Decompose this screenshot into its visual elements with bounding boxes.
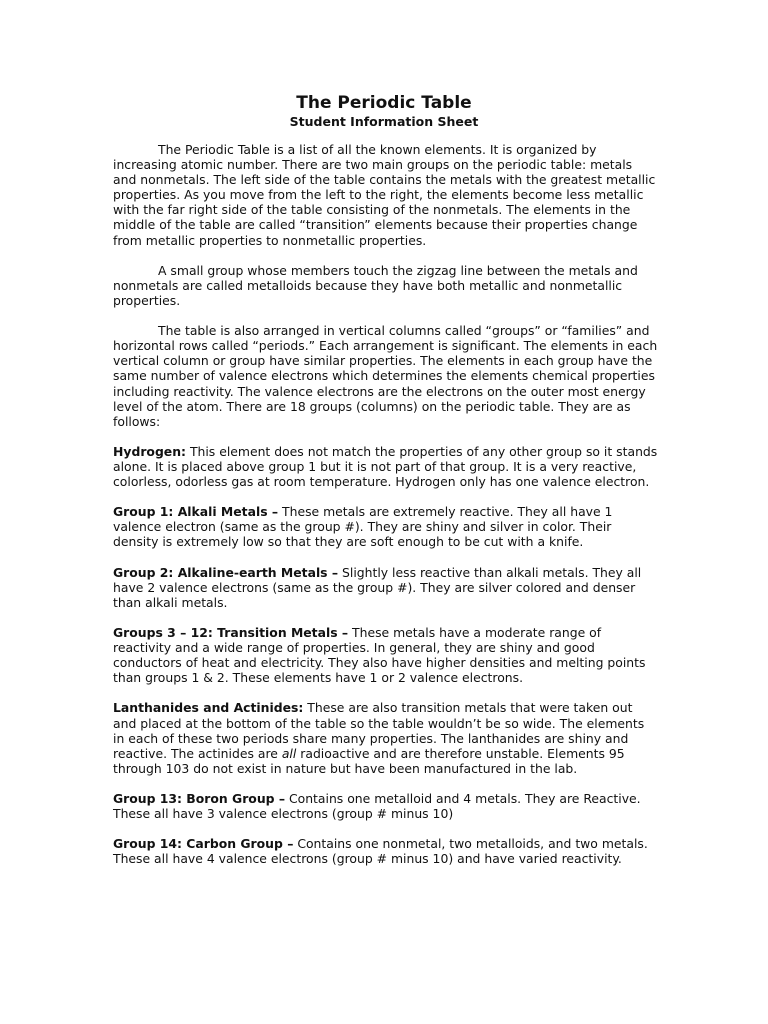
lanthanides-actinides-emphasis: all (281, 745, 297, 761)
metalloids-paragraph: A small group whose members touch the zigzag line between the metals and nonmetals are called metalloids because they have both metallic and nonmetallic properties. (113, 262, 638, 308)
carbon-group-section (113, 836, 658, 866)
lanthanides-actinides-section (113, 700, 658, 775)
carbon-group-text: Contains one nonmetal, two metalloids, and two metals. These all have 4 valence electrons (group # minus 10) and have varied reactivity. (113, 836, 648, 867)
hydrogen-text: This element does not match the properties of any other group so it stands alone. It is placed above group 1 but it is not part of that group. It is a very reactive, colorless, odorless gas at room temperature. Hydrogen only has one valence electron. (113, 443, 658, 490)
hydrogen-heading: Hydrogen: (113, 443, 186, 459)
alkaline-earth-section (113, 565, 658, 610)
carbon-group-heading: Group 14: Carbon Group – (113, 836, 294, 852)
intro-paragraph: The Periodic Table is a list of all the known elements. It is organized by increasing atomic number. There are two main groups on the periodic table: metals and nonmetals. The left side of the table contains the metals with the greatest metallic properties. As you move from the left to the right, the elements become less metallic with the far right side of the table consisting of the nonmetals. The elements in the middle of the table are called “transition” elements because their properties change from metallic properties to nonmetallic properties. (113, 142, 656, 248)
page-title: The Periodic Table (296, 93, 472, 113)
alkali-metals-section (113, 504, 658, 549)
alkaline-earth-heading: Group 2: Alkaline-earth Metals – (113, 564, 339, 580)
hydrogen-section (113, 444, 658, 489)
lanthanides-actinides-text-before: These are also transition metals that were taken out and placed at the bottom of the table so the table wouldn’t be so wide. The elements in each of these two periods share many properties. The lanthanides are shiny and reactive. The actinides are (113, 700, 645, 761)
boron-group-section (113, 791, 658, 821)
boron-group-text: Contains one metalloid and 4 metals. They are Reactive. These all have 3 valence electrons (group # minus 10) (113, 791, 641, 822)
transition-metals-heading: Groups 3 – 12: Transition Metals – (113, 625, 349, 640)
boron-group-heading: Group 13: Boron Group – (113, 791, 286, 807)
lanthanides-actinides-heading: Lanthanides and Actinides: (113, 700, 304, 716)
alkali-metals-heading: Group 1: Alkali Metals – (113, 504, 279, 520)
groups-paragraph: The table is also arranged in vertical columns called “groups” or “families” and horizontal rows called “periods.” Each arrangement is significant. The elements in each vertical column or group have similar properties. The elements in each group have the same number of valence electrons which determines the elements chemical properties including reactivity. The valence electrons are the electrons on the outer most energy level of the atom. There are 18 groups (columns) on the periodic table. They are as follows: (113, 323, 658, 429)
alkali-metals-text: These metals are extremely reactive. They all have 1 valence electron (same as the group #). They are shiny and silver in color. Their density is extremely low so that they are soft enough to be cut with a knife. (113, 504, 613, 550)
transition-metals-section (113, 625, 658, 685)
page-subtitle: Student Information Sheet (289, 114, 479, 129)
transition-metals-text: These metals have a moderate range of reactivity and a wide range of properties. In general, they are shiny and good conductors of heat and electricity. They also have higher densities and melting points than groups 1 & 2. These elements have 1 or 2 valence electrons. (113, 625, 646, 686)
alkaline-earth-text: Slightly less reactive than alkali metals. They all have 2 valence electrons (same as the group #). They are silver colored and denser than alkali metals. (113, 564, 642, 610)
lanthanides-actinides-text-after: radioactive and are therefore unstable. Elements 95 through 103 do not exist in nature but have been manufactured in the lab. (113, 745, 625, 776)
document-body (113, 142, 658, 882)
